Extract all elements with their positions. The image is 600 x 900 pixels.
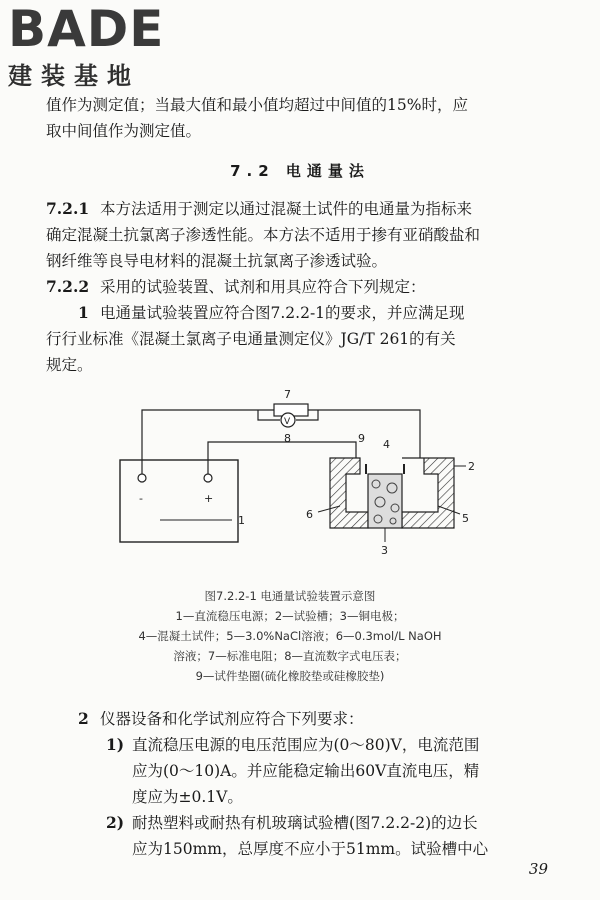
item-1-line-2: 行行业标准《混凝土氯离子电通量测定仪》JG/T 261的有关 [46,330,456,348]
sub-2-line-1: 耐热塑料或耐热有机玻璃试验槽(图7.2.2-2)的边长 [132,814,478,832]
sub-1-line-3: 度应为±0.1V。 [132,788,243,806]
label-9: 9 [358,432,365,445]
label-2: 2 [468,460,475,473]
test-cell-left-half [330,458,368,528]
page-number: 39 [528,860,548,878]
sub-1-number: 1) [106,735,125,754]
figure-caption-line-4: 9—试件垫圈(硫化橡胶垫或硅橡胶垫) [195,669,385,683]
plus-sign: + [204,492,214,505]
figure-caption-line-2: 4—混凝土试件；5—3.0%NaCl溶液；6—0.3mol/L NaOH [138,629,442,643]
label-8: 8 [284,432,291,445]
voltmeter-symbol: V [284,417,291,427]
item-1-line-1: 电通量试验装置应符合图7.2.2-1的要求，并应满足现 [100,304,465,322]
label-6: 6 [306,508,313,521]
item-1-line-3: 规定。 [46,356,93,374]
item-2-text: 仪器设备和化学试剂应符合下列要求： [100,710,364,728]
logo [8,0,165,91]
clause-7-2-1-line-1: 本方法适用于测定以通过混凝土试件的电通量为指标来 [100,200,473,218]
sub-1-line-2: 应为(0～10)A。并应能稳定输出60V直流电压，精 [132,762,480,780]
label-3: 3 [381,544,388,557]
label-5: 5 [462,512,469,525]
apparatus-diagram [0,378,600,578]
item-2-number: 2 [78,709,89,728]
clause-7-2-1-line-3: 钢纤维等良导电材料的混凝土抗氯离子渗透试验。 [46,252,388,270]
logo-wordmark: BADE [8,0,165,58]
label-4: 4 [383,438,390,451]
section-title: 7.2 电通量法 [230,162,370,180]
clause-7-2-1-line-2: 确定混凝土抗氯离子渗透性能。本方法不适用于掺有亚硝酸盐和 [46,226,481,244]
intro-line-1: 值作为测定值；当最大值和最小值均超过中间值的15%时，应 [46,96,468,114]
label-1: 1 [238,514,245,527]
clause-7-2-2-text: 采用的试验装置、试剂和用具应符合下列规定： [100,278,426,296]
sub-2-number: 2) [106,813,125,832]
negative-terminal [138,474,146,482]
figure-caption-title: 图7.2.2-1 电通量试验装置示意图 [204,589,376,603]
power-supply-box [120,460,238,542]
logo-subtitle: 建装基地 [8,62,140,90]
figure-caption-line-1: 1—直流稳压电源；2—试验槽；3—铜电极； [175,609,405,623]
item-1-number: 1 [78,303,89,322]
figure-caption-line-3: 溶液；7—标准电阻；8—直流数字式电压表； [173,649,407,663]
test-cell-right-half [402,458,454,528]
clause-7-2-2-number: 7.2.2 [46,277,90,296]
positive-terminal [204,474,212,482]
clause-7-2-1-number: 7.2.1 [46,199,90,218]
sub-1-line-1: 直流稳压电源的电压范围应为(0～80)V，电流范围 [132,736,480,754]
minus-sign: - [139,492,143,505]
label-7: 7 [284,388,291,401]
sub-2-line-2: 应为150mm，总厚度不应小于51mm。试验槽中心 [132,840,489,858]
intro-line-2: 取中间值作为测定值。 [46,122,202,140]
